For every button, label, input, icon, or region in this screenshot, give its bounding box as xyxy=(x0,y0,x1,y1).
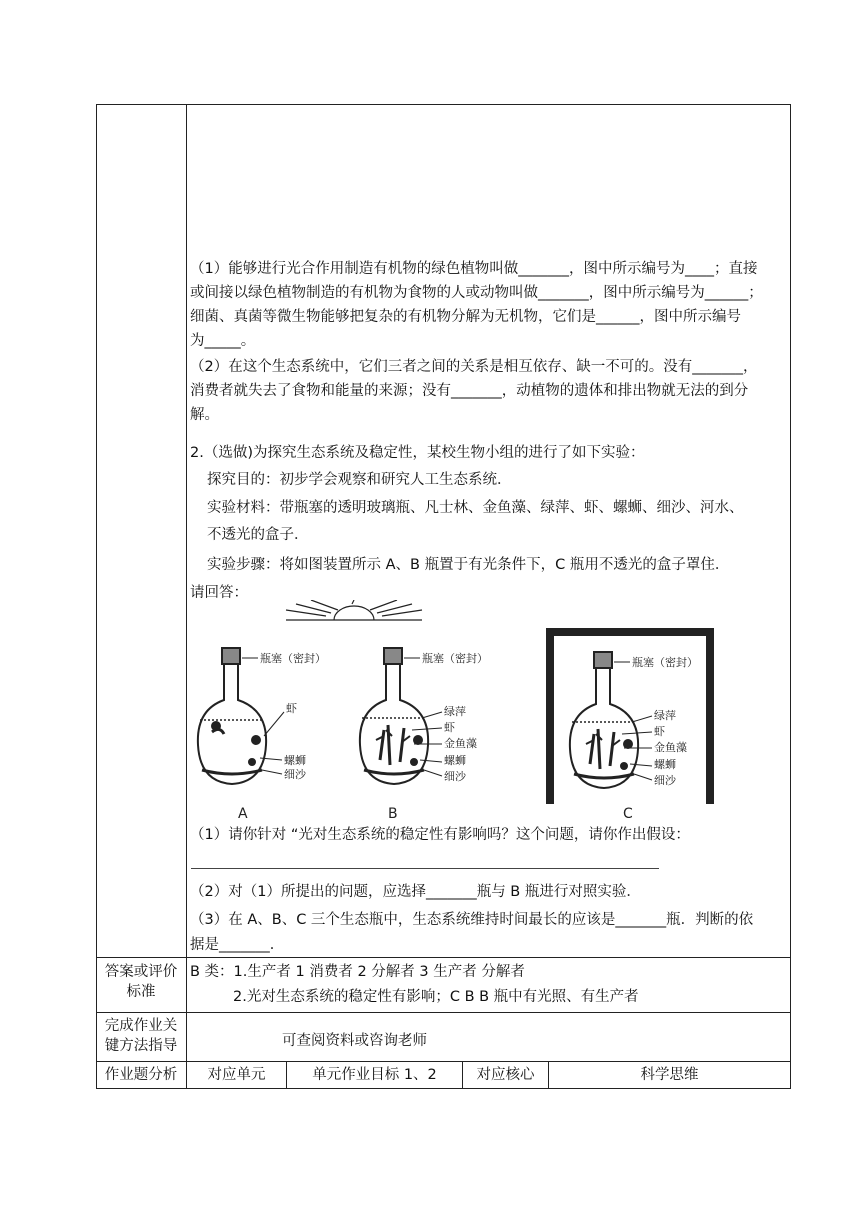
sub-question-1: （1）请你针对 “光对生态系统的稳定性有影响吗？这个问题，请你作出假设： xyxy=(190,827,690,843)
answer-line-1: B 类：1.生产者 1 消费者 2 分解者 3 生产者 分解者 xyxy=(190,964,525,980)
flask-a-snail-label: 螺蛳 xyxy=(284,754,306,767)
flask-b xyxy=(360,648,442,784)
flask-c-shrimp-label: 虾 xyxy=(654,725,665,738)
q2-materials: 实验材料：带瓶塞的透明玻璃瓶、凡士林、金鱼藻、绿萍、虾、螺蛳、细沙、河水、 xyxy=(207,500,744,516)
flask-c xyxy=(570,652,652,788)
table-row-divider-1 xyxy=(96,957,791,958)
q1-line: 为_____。 xyxy=(190,333,256,349)
question-1-block xyxy=(190,257,790,427)
flask-b-label: B xyxy=(388,806,398,822)
experiment-figure xyxy=(186,600,726,830)
flask-c-stopper-label: 瓶塞（密封） xyxy=(632,656,698,669)
table-row-divider-2 xyxy=(96,1012,791,1013)
flask-a-sand-label: 细沙 xyxy=(284,768,306,781)
core-label: 对应核心 xyxy=(476,1067,535,1083)
sun-icon xyxy=(286,600,422,620)
q2-purpose: 探究目的：初步学会观察和研究人工生态系统． xyxy=(207,472,512,488)
q1-line: （1）能够进行光合作用制造有机物的绿色植物叫做_______，图中所示编号为____；直接 xyxy=(190,261,758,277)
flask-c-sand-label: 细沙 xyxy=(654,774,676,787)
flask-a-stopper-label: 瓶塞（密封） xyxy=(260,652,326,665)
q2-materials-cont: 不透光的盒子． xyxy=(207,527,309,543)
flask-a-shrimp-label: 虾 xyxy=(286,702,297,715)
q1-line: 消费者就失去了食物和能量的来源；没有_______，动植物的遗体和排出物就无法的到分 xyxy=(190,383,749,399)
sub-question-2: （2）对（1）所提出的问题，应选择_______瓶与 B 瓶进行对照实验． xyxy=(190,884,641,900)
unit-label: 对应单元 xyxy=(207,1067,266,1083)
answer-blank-line xyxy=(191,868,659,869)
table-border-right xyxy=(790,104,791,1089)
q1-line: （2）在这个生态系统中，它们三者之间的关系是相互依存、缺一不可的。没有_______， xyxy=(190,359,758,375)
q2-intro: 2.（选做)为探究生态系统及稳定性，某校生物小组的进行了如下实验： xyxy=(190,445,645,461)
flask-b-sand-label: 细沙 xyxy=(444,770,466,783)
analysis-label: 作业题分析 xyxy=(104,1067,178,1083)
table-row-divider-3 xyxy=(96,1061,791,1062)
flask-c-hornwort-label: 金鱼藻 xyxy=(654,741,687,754)
answer-label: 答案或评价 标准 xyxy=(104,964,178,1000)
flask-c-label: C xyxy=(623,806,633,822)
flask-c-duckweed-label: 绿萍 xyxy=(654,709,676,722)
flask-b-hornwort-label: 金鱼藻 xyxy=(444,737,477,750)
method-label: 完成作业关 键方法指导 xyxy=(104,1018,178,1054)
method-text: 可查阅资料或咨询老师 xyxy=(282,1033,427,1049)
unit-value: 单元作业目标 1、2 xyxy=(312,1067,437,1083)
flask-b-stopper-label: 瓶塞（密封） xyxy=(422,652,488,665)
answer-line-2: 2.光对生态系统的稳定性有影响；C B B 瓶中有光照、有生产者 xyxy=(233,989,639,1005)
table-border-left xyxy=(96,104,97,1089)
flask-a-label: A xyxy=(238,806,248,822)
flask-c-snail-label: 螺蛳 xyxy=(654,758,676,771)
sub-question-3-cont: 据是_______． xyxy=(190,937,285,953)
q1-line: 解。 xyxy=(190,407,219,423)
core-value: 科学思维 xyxy=(640,1067,699,1083)
q2-steps: 实验步骤：将如图装置所示 A、B 瓶置于有光条件下，C 瓶用不透光的盒子罩住． xyxy=(207,557,730,573)
q1-line: 或间接以绿色植物制造的有机物为食物的人或动物叫做_______，图中所示编号为______； xyxy=(190,285,763,301)
q1-line: 细菌、真菌等微生物能够把复杂的有机物分解为无机物，它们是______，图中所示编号 xyxy=(190,309,741,325)
sub-question-3: （3）在 A、B、C 三个生态瓶中，生态系统维持时间最长的应该是_______瓶．判断的依 xyxy=(190,912,754,928)
table-border-bottom xyxy=(96,1088,791,1089)
flask-b-duckweed-label: 绿萍 xyxy=(444,705,466,718)
table-column-divider xyxy=(186,104,187,1089)
table-border-top xyxy=(96,104,791,105)
flask-b-shrimp-label: 虾 xyxy=(444,721,455,734)
flask-b-snail-label: 螺蛳 xyxy=(444,754,466,767)
q2-ask: 请回答： xyxy=(190,585,248,601)
flask-a xyxy=(198,648,284,784)
